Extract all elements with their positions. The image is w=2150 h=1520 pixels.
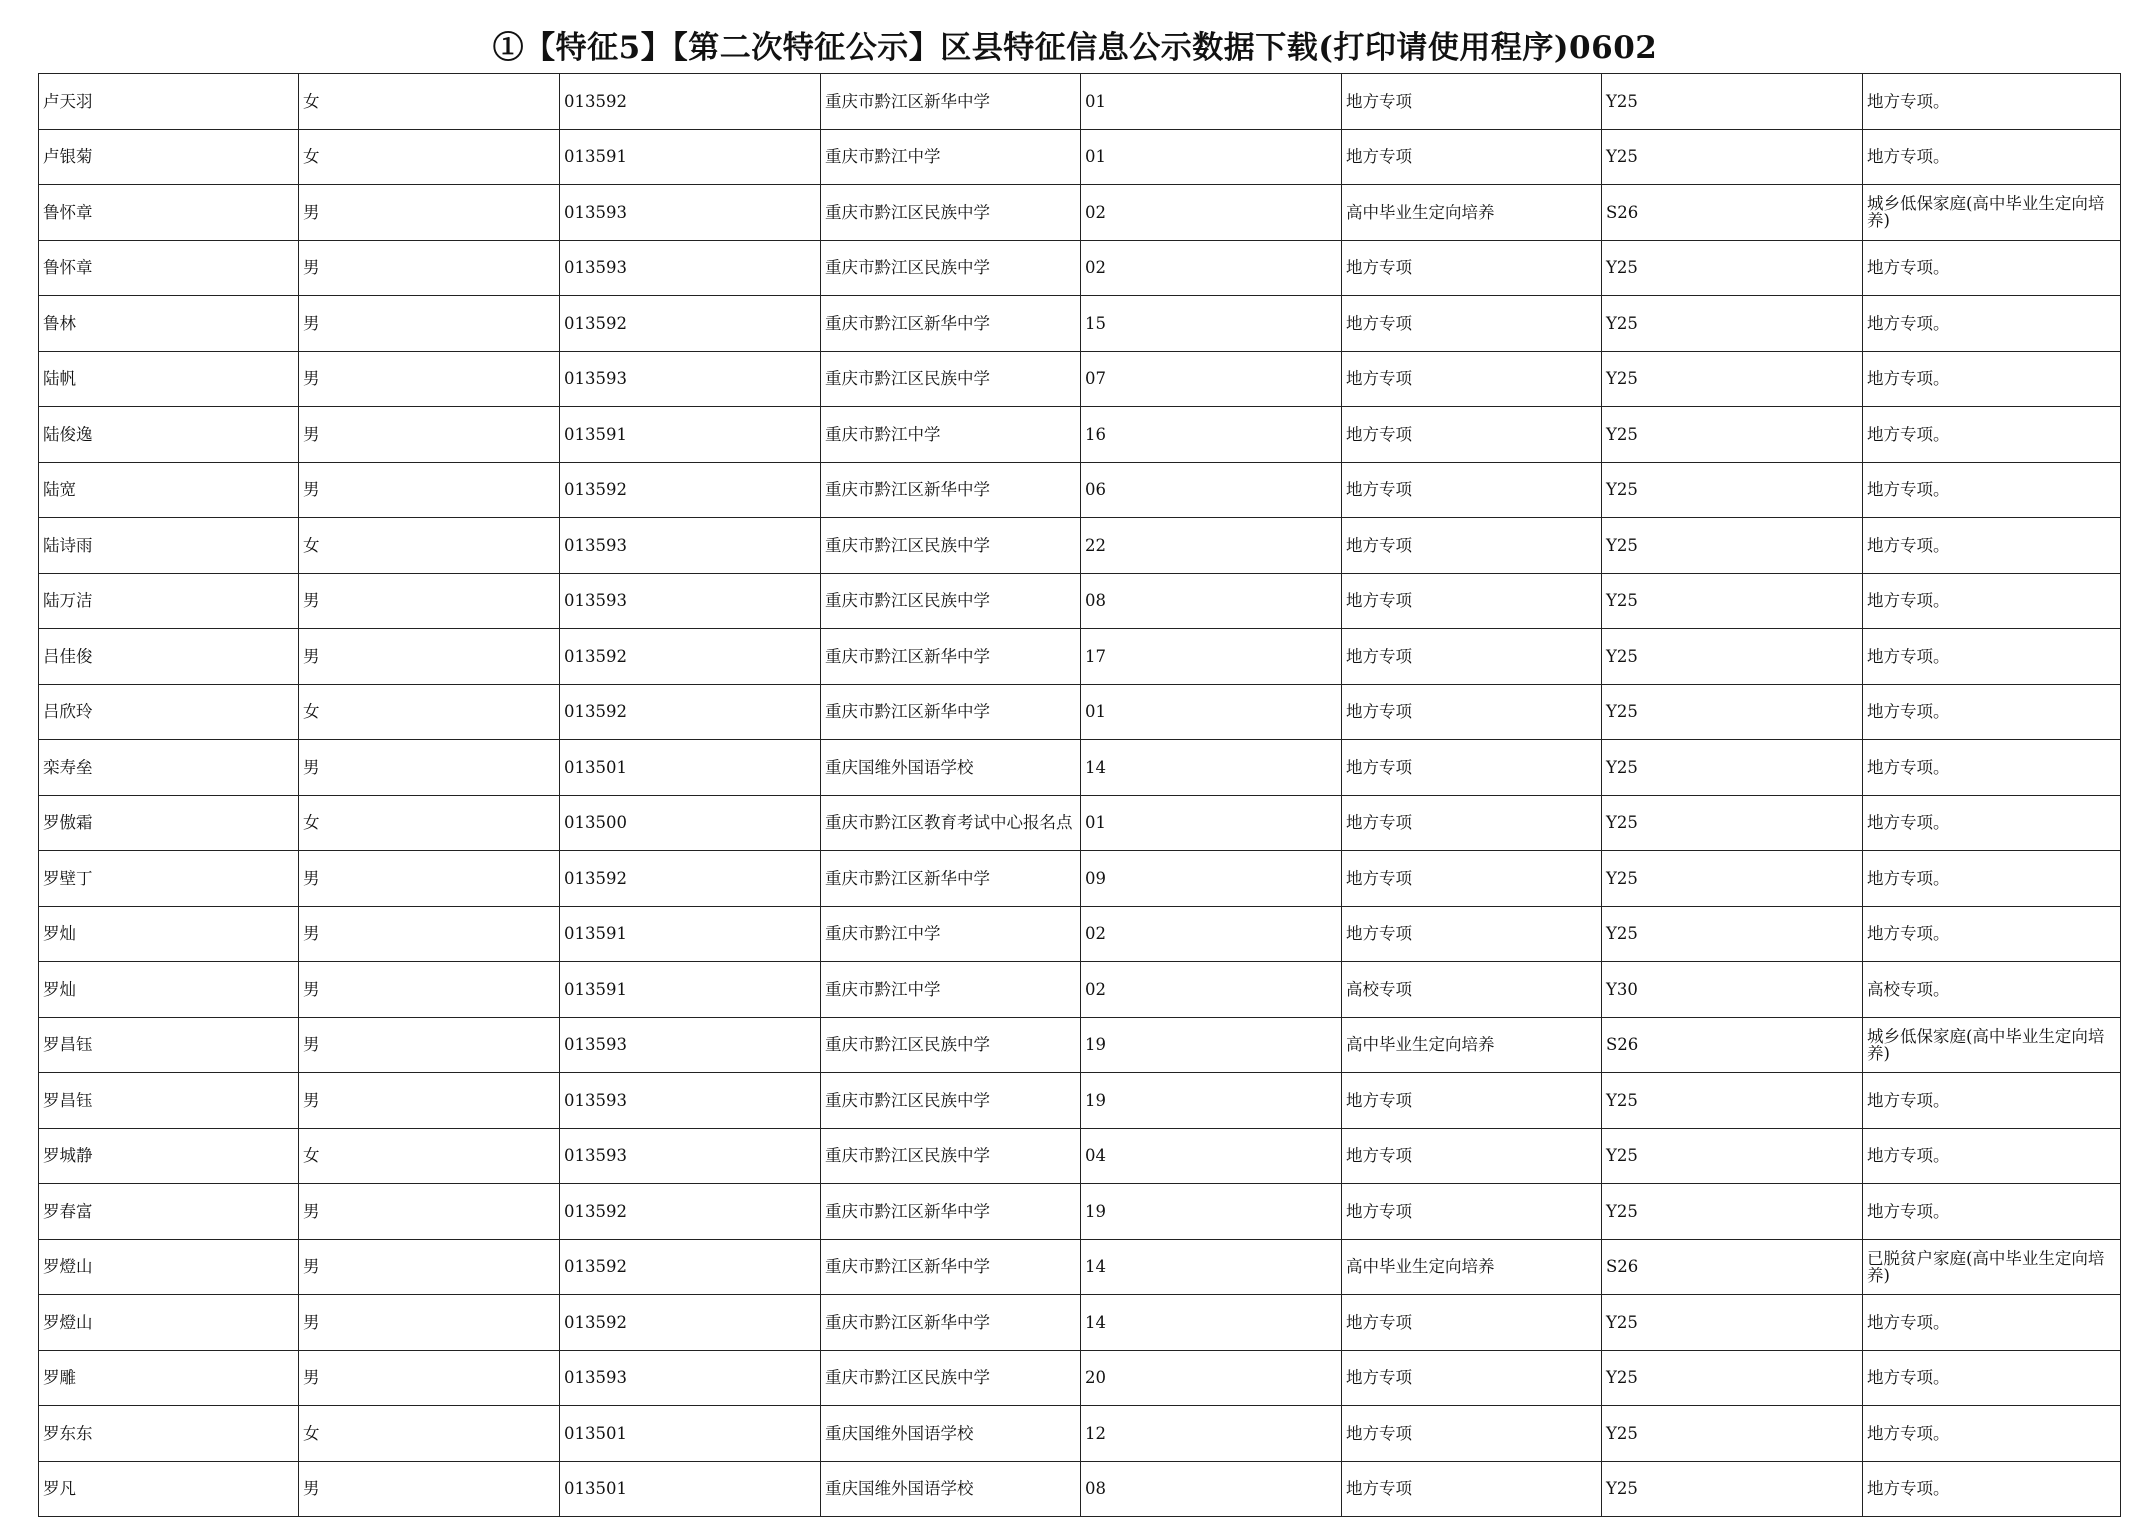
class-cell: 16	[1081, 407, 1342, 463]
type-code-cell: Y25	[1602, 407, 1863, 463]
class-cell: 08	[1081, 573, 1342, 629]
name-cell: 罗傲霜	[39, 795, 299, 851]
code-cell: 013593	[560, 1017, 821, 1073]
gender-cell: 男	[299, 1184, 560, 1240]
table-row	[39, 407, 2121, 463]
name-cell: 陆万洁	[39, 573, 299, 629]
name-cell: 罗燈山	[39, 1295, 299, 1351]
code-cell: 013591	[560, 129, 821, 185]
name-cell: 鲁林	[39, 296, 299, 352]
table-row	[39, 1017, 2121, 1073]
code-cell: 013593	[560, 1128, 821, 1184]
remark-cell: 地方专项。	[1863, 351, 2121, 407]
remark-cell: 地方专项。	[1863, 1295, 2121, 1351]
table-row	[39, 462, 2121, 518]
code-cell: 013592	[560, 1239, 821, 1295]
remark-cell: 地方专项。	[1863, 1128, 2121, 1184]
school-cell: 重庆市黔江区新华中学	[821, 462, 1081, 518]
gender-cell: 男	[299, 240, 560, 296]
name-cell: 罗壁丁	[39, 851, 299, 907]
category-cell: 地方专项	[1342, 795, 1602, 851]
table-row	[39, 351, 2121, 407]
remark-cell: 已脱贫户家庭(高中毕业生定向培养)	[1863, 1239, 2121, 1295]
name-cell: 卢天羽	[39, 74, 299, 130]
gender-cell: 男	[299, 351, 560, 407]
type-code-cell: Y25	[1602, 240, 1863, 296]
school-cell: 重庆市黔江区民族中学	[821, 1128, 1081, 1184]
class-cell: 01	[1081, 129, 1342, 185]
name-cell: 吕欣玲	[39, 684, 299, 740]
gender-cell: 男	[299, 407, 560, 463]
gender-cell: 男	[299, 1073, 560, 1129]
table-body	[39, 74, 2121, 1517]
school-cell: 重庆市黔江区民族中学	[821, 1350, 1081, 1406]
name-cell: 陆诗雨	[39, 518, 299, 574]
table-row	[39, 573, 2121, 629]
type-code-cell: Y25	[1602, 1184, 1863, 1240]
gender-cell: 男	[299, 1461, 560, 1517]
class-cell: 20	[1081, 1350, 1342, 1406]
code-cell: 013592	[560, 74, 821, 130]
name-cell: 罗燈山	[39, 1239, 299, 1295]
remark-cell: 地方专项。	[1863, 74, 2121, 130]
table-row	[39, 1461, 2121, 1517]
class-cell: 14	[1081, 1239, 1342, 1295]
type-code-cell: Y25	[1602, 1073, 1863, 1129]
table-row	[39, 1406, 2121, 1462]
remark-cell: 城乡低保家庭(高中毕业生定向培养)	[1863, 1017, 2121, 1073]
class-cell: 09	[1081, 851, 1342, 907]
category-cell: 地方专项	[1342, 851, 1602, 907]
remark-cell: 地方专项。	[1863, 462, 2121, 518]
gender-cell: 女	[299, 1406, 560, 1462]
school-cell: 重庆市黔江区民族中学	[821, 573, 1081, 629]
data-table	[38, 73, 2121, 1517]
school-cell: 重庆市黔江区新华中学	[821, 74, 1081, 130]
name-cell: 罗东东	[39, 1406, 299, 1462]
remark-cell: 地方专项。	[1863, 1184, 2121, 1240]
category-cell: 地方专项	[1342, 351, 1602, 407]
type-code-cell: Y25	[1602, 851, 1863, 907]
class-cell: 19	[1081, 1017, 1342, 1073]
class-cell: 02	[1081, 185, 1342, 241]
type-code-cell: Y30	[1602, 962, 1863, 1018]
table-row	[39, 684, 2121, 740]
code-cell: 013593	[560, 240, 821, 296]
table-row	[39, 185, 2121, 241]
gender-cell: 男	[299, 185, 560, 241]
type-code-cell: Y25	[1602, 629, 1863, 685]
code-cell: 013591	[560, 962, 821, 1018]
gender-cell: 女	[299, 74, 560, 130]
table-row	[39, 240, 2121, 296]
class-cell: 04	[1081, 1128, 1342, 1184]
class-cell: 17	[1081, 629, 1342, 685]
category-cell: 地方专项	[1342, 1128, 1602, 1184]
code-cell: 013592	[560, 1184, 821, 1240]
category-cell: 地方专项	[1342, 407, 1602, 463]
gender-cell: 男	[299, 962, 560, 1018]
category-cell: 高中毕业生定向培养	[1342, 1017, 1602, 1073]
table-row	[39, 1128, 2121, 1184]
category-cell: 地方专项	[1342, 462, 1602, 518]
table-row	[39, 1239, 2121, 1295]
gender-cell: 男	[299, 629, 560, 685]
class-cell: 02	[1081, 906, 1342, 962]
school-cell: 重庆国维外国语学校	[821, 1461, 1081, 1517]
category-cell: 地方专项	[1342, 1350, 1602, 1406]
remark-cell: 地方专项。	[1863, 740, 2121, 796]
type-code-cell: Y25	[1602, 351, 1863, 407]
class-cell: 01	[1081, 795, 1342, 851]
code-cell: 013593	[560, 518, 821, 574]
name-cell: 栾寿垒	[39, 740, 299, 796]
gender-cell: 男	[299, 1017, 560, 1073]
code-cell: 013593	[560, 1073, 821, 1129]
remark-cell: 地方专项。	[1863, 573, 2121, 629]
name-cell: 罗昌钰	[39, 1017, 299, 1073]
school-cell: 重庆市黔江中学	[821, 407, 1081, 463]
school-cell: 重庆市黔江区新华中学	[821, 1239, 1081, 1295]
category-cell: 地方专项	[1342, 1295, 1602, 1351]
class-cell: 12	[1081, 1406, 1342, 1462]
gender-cell: 女	[299, 795, 560, 851]
school-cell: 重庆市黔江区民族中学	[821, 1073, 1081, 1129]
school-cell: 重庆市黔江区新华中学	[821, 1184, 1081, 1240]
table-row	[39, 74, 2121, 130]
remark-cell: 地方专项。	[1863, 1461, 2121, 1517]
type-code-cell: S26	[1602, 1239, 1863, 1295]
code-cell: 013592	[560, 462, 821, 518]
school-cell: 重庆市黔江区新华中学	[821, 629, 1081, 685]
table-row	[39, 1184, 2121, 1240]
code-cell: 013592	[560, 296, 821, 352]
category-cell: 地方专项	[1342, 573, 1602, 629]
name-cell: 鲁怀章	[39, 185, 299, 241]
remark-cell: 地方专项。	[1863, 1350, 2121, 1406]
school-cell: 重庆市黔江区新华中学	[821, 684, 1081, 740]
remark-cell: 高校专项。	[1863, 962, 2121, 1018]
gender-cell: 男	[299, 851, 560, 907]
code-cell: 013501	[560, 1406, 821, 1462]
name-cell: 罗灿	[39, 906, 299, 962]
table-row	[39, 962, 2121, 1018]
remark-cell: 地方专项。	[1863, 851, 2121, 907]
class-cell: 14	[1081, 1295, 1342, 1351]
category-cell: 地方专项	[1342, 906, 1602, 962]
class-cell: 01	[1081, 684, 1342, 740]
class-cell: 15	[1081, 296, 1342, 352]
table-row	[39, 795, 2121, 851]
table-row	[39, 1350, 2121, 1406]
type-code-cell: Y25	[1602, 1128, 1863, 1184]
category-cell: 高校专项	[1342, 962, 1602, 1018]
type-code-cell: Y25	[1602, 1295, 1863, 1351]
class-cell: 19	[1081, 1184, 1342, 1240]
name-cell: 陆宽	[39, 462, 299, 518]
remark-cell: 地方专项。	[1863, 407, 2121, 463]
type-code-cell: Y25	[1602, 1406, 1863, 1462]
type-code-cell: Y25	[1602, 1461, 1863, 1517]
name-cell: 罗春富	[39, 1184, 299, 1240]
gender-cell: 女	[299, 129, 560, 185]
category-cell: 地方专项	[1342, 240, 1602, 296]
code-cell: 013592	[560, 851, 821, 907]
remark-cell: 地方专项。	[1863, 129, 2121, 185]
school-cell: 重庆国维外国语学校	[821, 1406, 1081, 1462]
category-cell: 地方专项	[1342, 1461, 1602, 1517]
class-cell: 08	[1081, 1461, 1342, 1517]
type-code-cell: S26	[1602, 185, 1863, 241]
remark-cell: 地方专项。	[1863, 906, 2121, 962]
category-cell: 地方专项	[1342, 296, 1602, 352]
code-cell: 013593	[560, 1350, 821, 1406]
school-cell: 重庆市黔江中学	[821, 906, 1081, 962]
type-code-cell: Y25	[1602, 518, 1863, 574]
code-cell: 013500	[560, 795, 821, 851]
name-cell: 鲁怀章	[39, 240, 299, 296]
name-cell: 吕佳俊	[39, 629, 299, 685]
table-row	[39, 851, 2121, 907]
table-row	[39, 129, 2121, 185]
category-cell: 地方专项	[1342, 1073, 1602, 1129]
remark-cell: 地方专项。	[1863, 296, 2121, 352]
page-title: ①【特征5】【第二次特征公示】区县特征信息公示数据下载(打印请使用程序)0602	[492, 30, 1658, 66]
remark-cell: 地方专项。	[1863, 240, 2121, 296]
name-cell: 罗昌钰	[39, 1073, 299, 1129]
class-cell: 07	[1081, 351, 1342, 407]
category-cell: 地方专项	[1342, 740, 1602, 796]
type-code-cell: Y25	[1602, 684, 1863, 740]
table-row	[39, 629, 2121, 685]
class-cell: 22	[1081, 518, 1342, 574]
name-cell: 罗城静	[39, 1128, 299, 1184]
gender-cell: 男	[299, 573, 560, 629]
gender-cell: 男	[299, 1239, 560, 1295]
remark-cell: 地方专项。	[1863, 795, 2121, 851]
name-cell: 陆帆	[39, 351, 299, 407]
type-code-cell: S26	[1602, 1017, 1863, 1073]
code-cell: 013501	[560, 1461, 821, 1517]
school-cell: 重庆市黔江区教育考试中心报名点	[821, 795, 1081, 851]
category-cell: 地方专项	[1342, 129, 1602, 185]
code-cell: 013593	[560, 573, 821, 629]
school-cell: 重庆市黔江区民族中学	[821, 1017, 1081, 1073]
category-cell: 地方专项	[1342, 74, 1602, 130]
school-cell: 重庆市黔江区民族中学	[821, 240, 1081, 296]
category-cell: 地方专项	[1342, 1406, 1602, 1462]
school-cell: 重庆市黔江区新华中学	[821, 851, 1081, 907]
category-cell: 高中毕业生定向培养	[1342, 185, 1602, 241]
gender-cell: 男	[299, 1295, 560, 1351]
gender-cell: 女	[299, 518, 560, 574]
remark-cell: 地方专项。	[1863, 684, 2121, 740]
code-cell: 013591	[560, 407, 821, 463]
code-cell: 013593	[560, 351, 821, 407]
code-cell: 013592	[560, 629, 821, 685]
type-code-cell: Y25	[1602, 462, 1863, 518]
type-code-cell: Y25	[1602, 1350, 1863, 1406]
school-cell: 重庆市黔江区民族中学	[821, 351, 1081, 407]
category-cell: 地方专项	[1342, 1184, 1602, 1240]
type-code-cell: Y25	[1602, 740, 1863, 796]
table-row	[39, 740, 2121, 796]
code-cell: 013591	[560, 906, 821, 962]
gender-cell: 男	[299, 906, 560, 962]
school-cell: 重庆市黔江区民族中学	[821, 185, 1081, 241]
gender-cell: 男	[299, 296, 560, 352]
type-code-cell: Y25	[1602, 129, 1863, 185]
category-cell: 地方专项	[1342, 629, 1602, 685]
remark-cell: 地方专项。	[1863, 518, 2121, 574]
table-row	[39, 296, 2121, 352]
remark-cell: 地方专项。	[1863, 1406, 2121, 1462]
remark-cell: 地方专项。	[1863, 629, 2121, 685]
code-cell: 013592	[560, 1295, 821, 1351]
type-code-cell: Y25	[1602, 296, 1863, 352]
code-cell: 013501	[560, 740, 821, 796]
class-cell: 06	[1081, 462, 1342, 518]
gender-cell: 男	[299, 740, 560, 796]
class-cell: 19	[1081, 1073, 1342, 1129]
school-cell: 重庆国维外国语学校	[821, 740, 1081, 796]
category-cell: 地方专项	[1342, 518, 1602, 574]
gender-cell: 男	[299, 462, 560, 518]
name-cell: 陆俊逸	[39, 407, 299, 463]
school-cell: 重庆市黔江区新华中学	[821, 1295, 1081, 1351]
school-cell: 重庆市黔江区民族中学	[821, 518, 1081, 574]
name-cell: 卢银菊	[39, 129, 299, 185]
table-row	[39, 518, 2121, 574]
name-cell: 罗灿	[39, 962, 299, 1018]
type-code-cell: Y25	[1602, 74, 1863, 130]
name-cell: 罗凡	[39, 1461, 299, 1517]
gender-cell: 女	[299, 684, 560, 740]
school-cell: 重庆市黔江区新华中学	[821, 296, 1081, 352]
table-row	[39, 906, 2121, 962]
school-cell: 重庆市黔江中学	[821, 129, 1081, 185]
table-row	[39, 1295, 2121, 1351]
remark-cell: 城乡低保家庭(高中毕业生定向培养)	[1863, 185, 2121, 241]
gender-cell: 女	[299, 1128, 560, 1184]
school-cell: 重庆市黔江中学	[821, 962, 1081, 1018]
type-code-cell: Y25	[1602, 906, 1863, 962]
name-cell: 罗雕	[39, 1350, 299, 1406]
class-cell: 01	[1081, 74, 1342, 130]
gender-cell: 男	[299, 1350, 560, 1406]
remark-cell: 地方专项。	[1863, 1073, 2121, 1129]
category-cell: 地方专项	[1342, 684, 1602, 740]
class-cell: 02	[1081, 240, 1342, 296]
type-code-cell: Y25	[1602, 795, 1863, 851]
code-cell: 013592	[560, 684, 821, 740]
type-code-cell: Y25	[1602, 573, 1863, 629]
table-row	[39, 1073, 2121, 1129]
class-cell: 02	[1081, 962, 1342, 1018]
category-cell: 高中毕业生定向培养	[1342, 1239, 1602, 1295]
class-cell: 14	[1081, 740, 1342, 796]
code-cell: 013593	[560, 185, 821, 241]
